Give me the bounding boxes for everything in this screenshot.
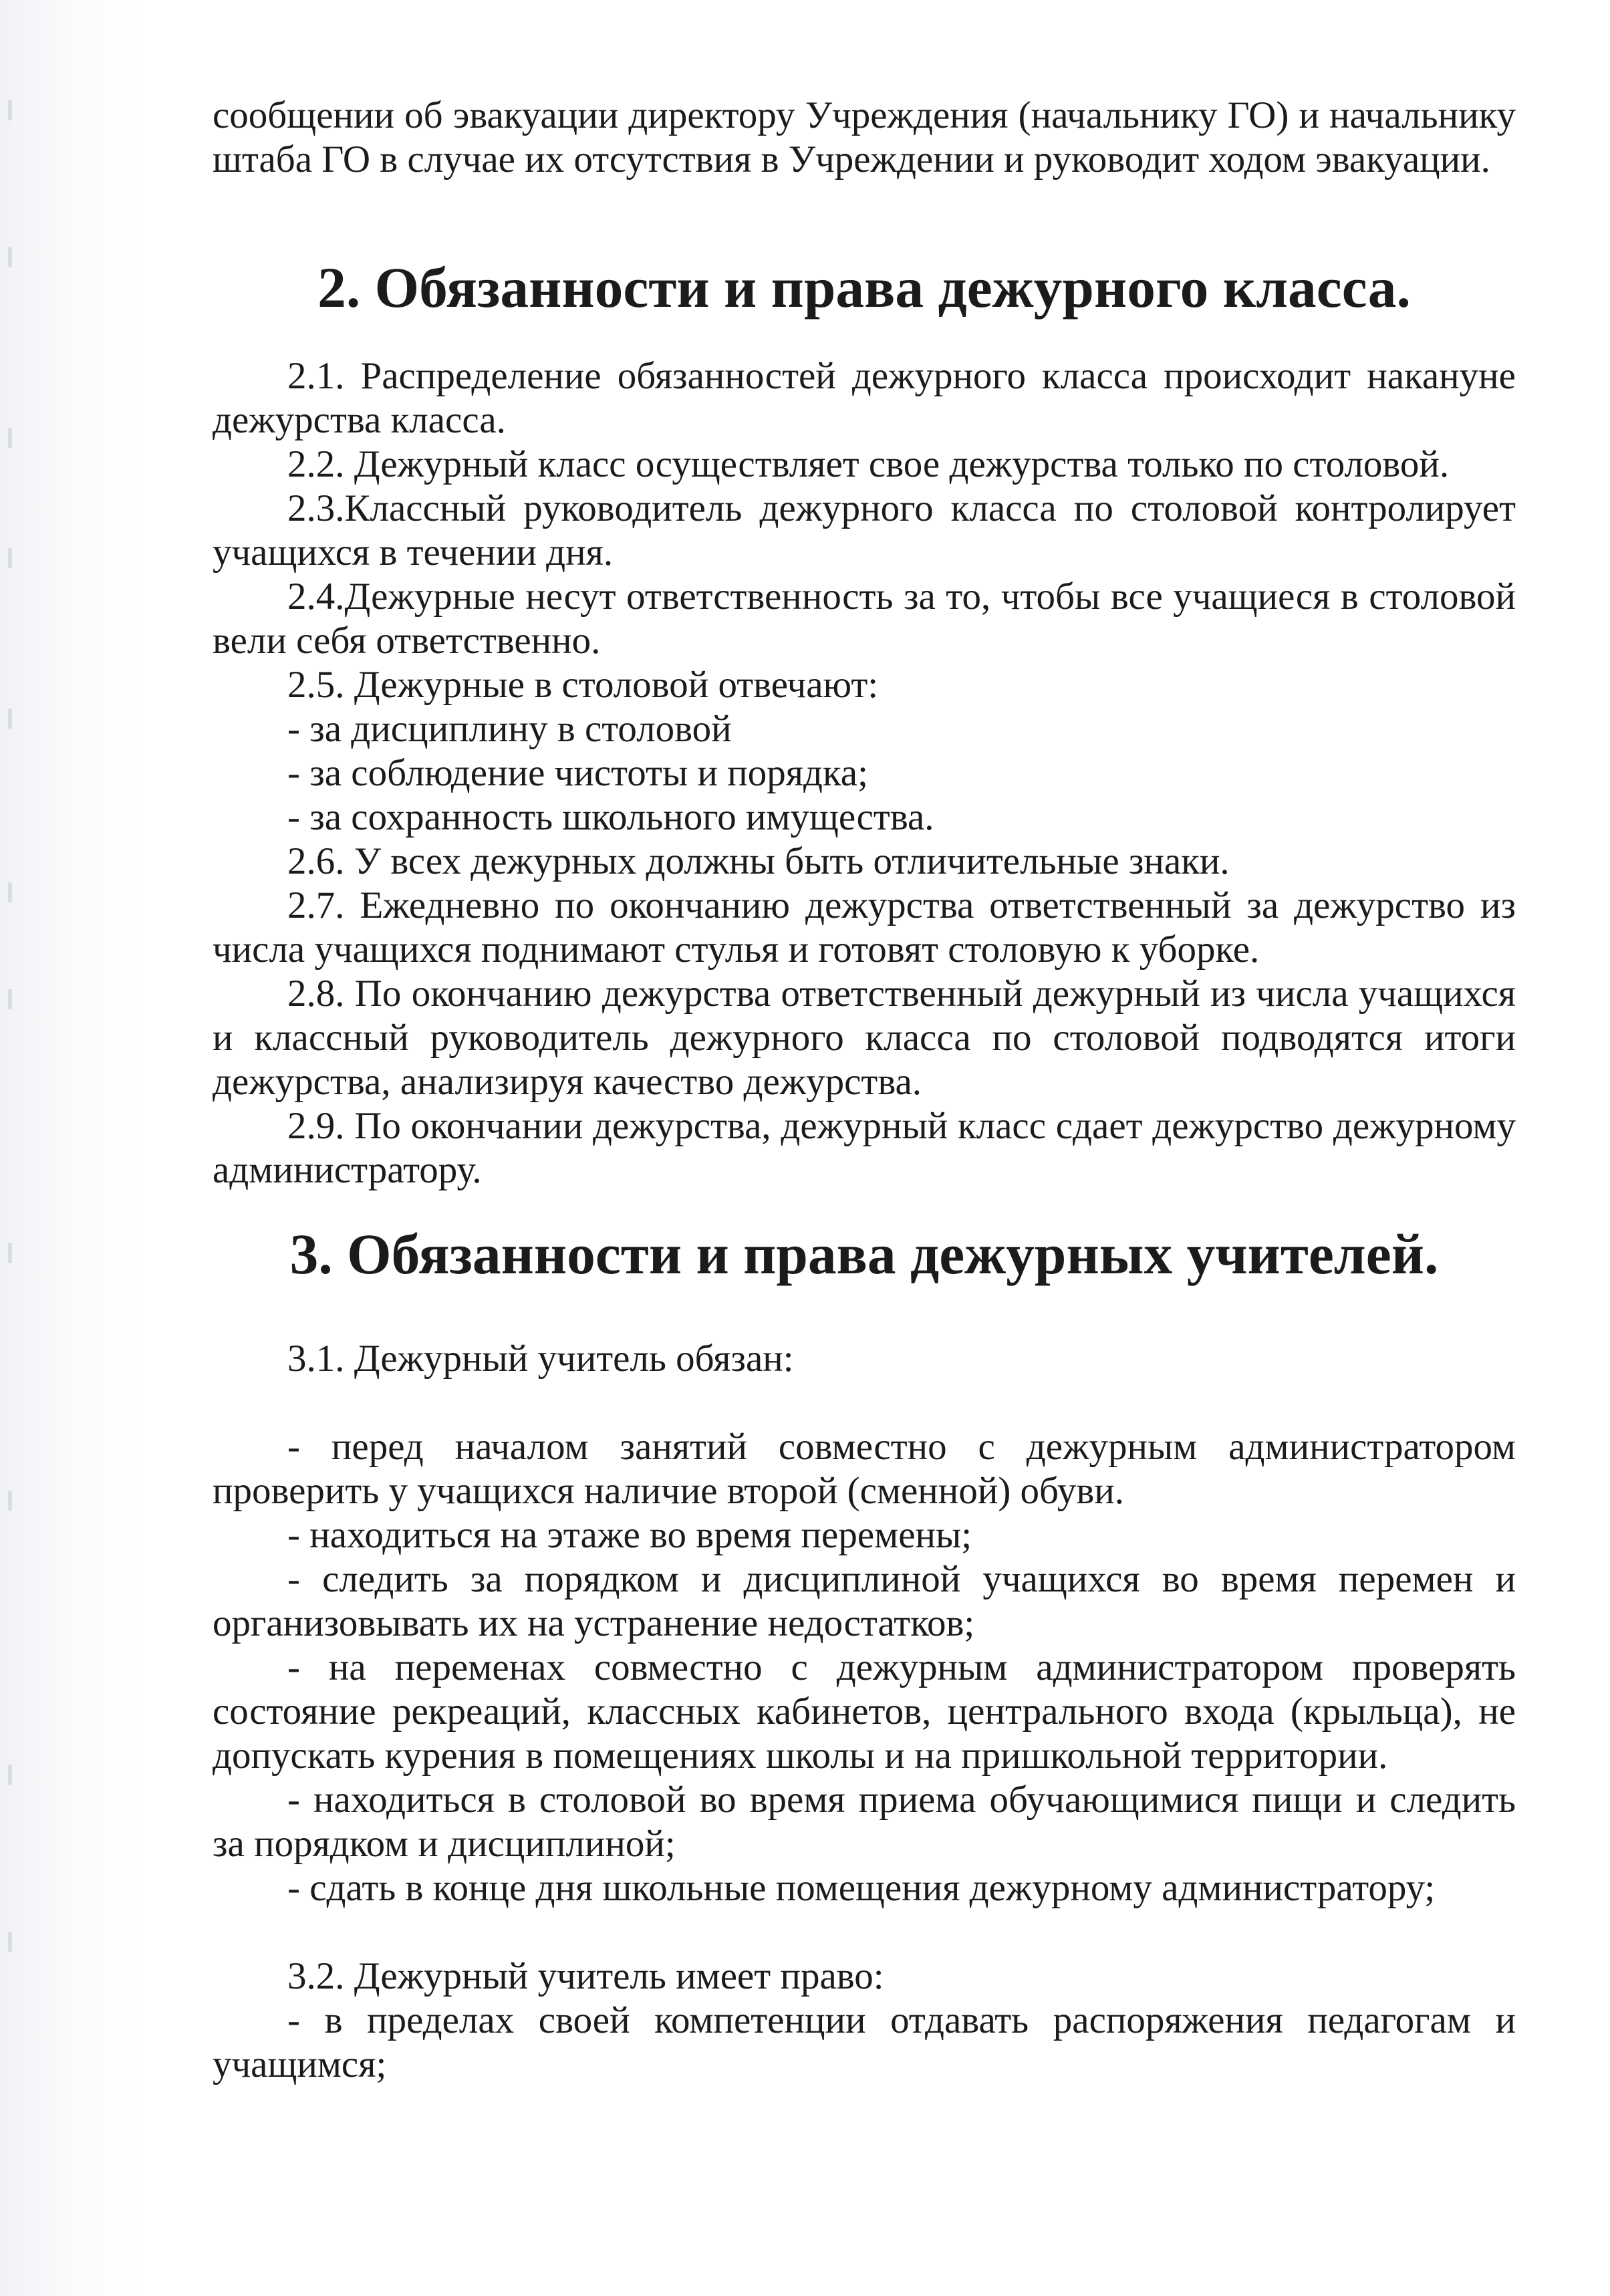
clause-3-1-item: - следить за порядком и дисциплиной учащихся во время перемен и организовывать их на устранение недостатков;	[213, 1558, 1516, 1644]
clause-3-1-item: - на переменах совместно с дежурным администратором проверять состояние рекреаций, классных кабинетов, центрального входа (крыльца), не допускать курения в помещениях школы и на пришкольной территории.	[213, 1646, 1516, 1777]
intro-paragraph: сообщении об эвакуации директору Учреждения (начальнику ГО) и начальнику штаба ГО в случае их отсутствия в Учреждении и руководит ходом эвакуации.	[213, 94, 1516, 180]
clause-3-1-item: - сдать в конце дня школьные помещения дежурному администратору;	[287, 1867, 1436, 1909]
clause-3-2-item: - в пределах своей компетенции отдавать распоряжения педагогам и учащимся;	[213, 1999, 1516, 2085]
clause-2-5-item: - за дисциплину в столовой	[287, 708, 732, 750]
section-2-heading: 2. Обязанности и права дежурного класса.	[317, 257, 1411, 320]
clause-2-5-item: - за соблюдение чистоты и порядка;	[287, 752, 868, 794]
clause-3-1-item: - находиться в столовой во время приема обучающимися пищи и следить за порядком и дисциплиной;	[213, 1779, 1516, 1865]
clause-2-5: 2.5. Дежурные в столовой отвечают:	[287, 664, 879, 706]
clause-2-7: 2.7. Ежедневно по окончанию дежурства ответственный за дежурство из числа учащихся поднимают стулья и готовят столовую к уборке.	[213, 884, 1516, 971]
clause-3-1-item: - перед началом занятий совместно с дежурным администратором проверить у учащихся наличие второй (сменной) обуви.	[213, 1426, 1516, 1512]
scan-edge-marks	[0, 0, 40, 2296]
clause-2-6: 2.6. У всех дежурных должны быть отличительные знаки.	[287, 840, 1230, 882]
clause-3-2: 3.2. Дежурный учитель имеет право:	[287, 1955, 884, 1997]
clause-2-2: 2.2. Дежурный класс осуществляет свое дежурства только по столовой.	[287, 443, 1450, 485]
clause-2-5-item: - за сохранность школьного имущества.	[287, 796, 934, 838]
clause-2-1: 2.1. Распределение обязанностей дежурного класса происходит накануне дежурства класса.	[213, 355, 1516, 441]
document-body	[213, 94, 1516, 2087]
section-3-heading: 3. Обязанности и права дежурных учителей.	[289, 1223, 1439, 1286]
clause-2-8: 2.8. По окончанию дежурства ответственный дежурный из числа учащихся и классный руководитель дежурного класса по столовой подводятся итоги дежурства, анализируя качество дежурства.	[213, 973, 1516, 1103]
clause-2-9: 2.9. По окончании дежурства, дежурный класс сдает дежурство дежурному администратору.	[213, 1105, 1516, 1191]
clause-3-1-item: - находиться на этаже во время перемены;	[287, 1514, 972, 1556]
clause-2-3: 2.3.Классный руководитель дежурного класса по столовой контролирует учащихся в течении дня.	[213, 487, 1516, 573]
clause-3-1: 3.1. Дежурный учитель обязан:	[287, 1337, 794, 1380]
clause-2-4: 2.4.Дежурные несут ответственность за то, чтобы все учащиеся в столовой вели себя ответственно.	[213, 576, 1516, 662]
